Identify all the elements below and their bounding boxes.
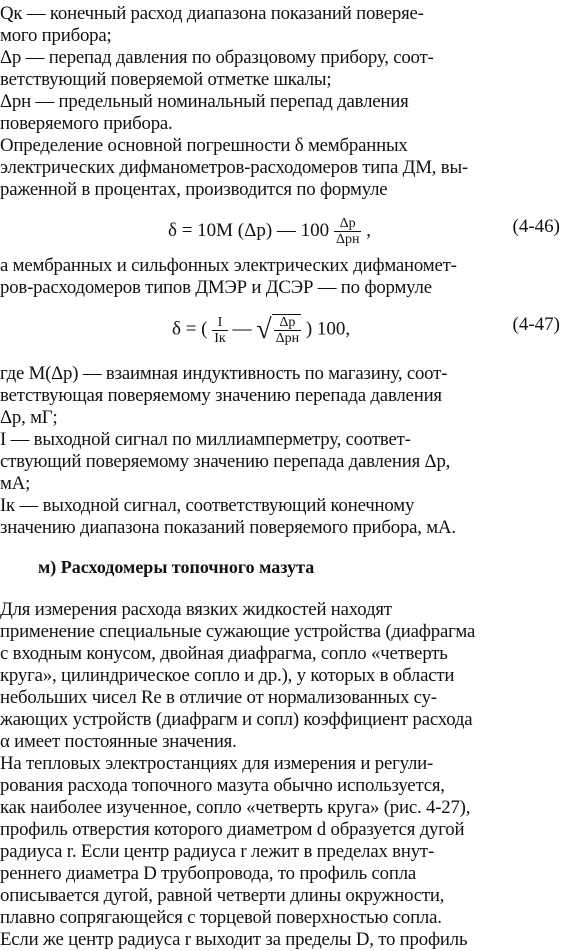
text-line: На тепловых электростанциях для измерения и регули-: [0, 753, 434, 774]
text-line: описывается дугой, равной четверти длины окружности,: [0, 885, 445, 906]
text-line: Для измерения расхода вязких жидкостей находят: [0, 599, 392, 620]
text-line: раженной в процентах, производится по формуле: [0, 179, 388, 200]
text-line: где M(Δp) — взаимная индуктивность по магазину, соот-: [0, 363, 448, 384]
minus-sign: —: [232, 318, 252, 340]
text-line: круга», цилиндрическое сопло и др.), у которых в области: [0, 665, 455, 686]
text-line: Δp, мГ;: [0, 407, 58, 428]
text-line: плавно сопрягающейся с торцевой поверхностью сопла.: [0, 907, 442, 928]
text-line: значению диапазона показаний поверяемого прибора, мА.: [0, 517, 456, 538]
formula-tail: ) 100,: [305, 318, 351, 340]
text-line: с входным конусом, двойная диафрагма, сопло «четверть: [0, 643, 448, 664]
fraction-denominator: Δpн: [275, 331, 300, 346]
text-line: Если же центр радиуса r выходит за пределы D, то профиль: [0, 929, 468, 950]
formula-tail: ,: [366, 219, 371, 241]
formula-number: (4-47): [512, 314, 560, 335]
fraction-denominator: Iк: [214, 330, 226, 346]
text-line: Iк — выходной сигнал, соответствующий конечному: [0, 495, 415, 516]
text-line: мА;: [0, 473, 31, 494]
text-line: Qк — конечный расход диапазона показаний поверяе-: [0, 3, 424, 24]
fraction-numerator: Δp: [274, 315, 302, 331]
formula-number: (4-46): [512, 216, 560, 237]
text-line: жающих устройств (диафрагм и сопл) коэффициент расхода: [0, 709, 473, 730]
formula-4-46-expression: [168, 216, 371, 247]
formula-lhs: δ = (: [172, 318, 208, 340]
text-line: реннего диаметра D трубопровода, то профиль сопла: [0, 863, 417, 884]
fraction-numerator: Δp: [334, 216, 362, 232]
text-line: мого прибора;: [0, 25, 112, 46]
text-line: поверяемого прибора.: [0, 113, 173, 134]
formula-4-47-expression: [172, 314, 350, 346]
text-line: ветствующий поверяемой отметке шкалы;: [0, 69, 332, 90]
formula-lhs: δ = 10M (Δp) — 100: [168, 219, 330, 241]
sqrt-radicand: [272, 314, 302, 346]
text-line: радиуса r. Если центр радиуса r лежит в пределах внут-: [0, 841, 435, 862]
text-line: ров-расходомеров типов ДМЭР и ДСЭР — по формуле: [0, 277, 432, 298]
text-line: α имеет постоянные значения.: [0, 731, 237, 752]
section-heading: м) Расходомеры топочного мазута: [38, 557, 315, 577]
fraction: [212, 315, 227, 346]
fraction: [274, 315, 302, 346]
text-line: а мембранных и сильфонных электрических дифманомет-: [0, 255, 457, 276]
text-line: как наиболее изученное, сопло «четверть круга» (рис. 4-27),: [0, 797, 471, 818]
text-line: электрических дифманометров-расходомеров типа ДМ, вы-: [0, 157, 468, 178]
text-line: рования расхода топочного мазута обычно используется,: [0, 775, 445, 796]
fraction-numerator: I: [212, 315, 227, 331]
text-line: ствующий поверяемому значению перепада давления Δp,: [0, 451, 451, 472]
sqrt-icon: √: [256, 314, 272, 345]
text-line: I — выходной сигнал по миллиамперметру, соответ-: [0, 429, 411, 450]
text-line: небольших чисел Re в отличие от нормализованных су-: [0, 687, 437, 708]
text-line: профиль отверстия которого диаметром d образуется дугой: [0, 819, 465, 840]
text-line: Определение основной погрешности δ мембранных: [0, 135, 408, 156]
text-line: Δpн — предельный номинальный перепад давления: [0, 91, 409, 112]
fraction: [334, 216, 362, 247]
text-line: ветствующая поверяемому значению перепада давления: [0, 385, 442, 406]
formula-4-47: [0, 306, 566, 350]
text-line: применение специальные сужающие устройства (диафрагма: [0, 621, 476, 642]
fraction-denominator: Δpн: [335, 232, 360, 247]
text-line: Δp — перепад давления по образцовому прибору, соот-: [0, 47, 434, 68]
formula-4-46: [0, 208, 566, 252]
